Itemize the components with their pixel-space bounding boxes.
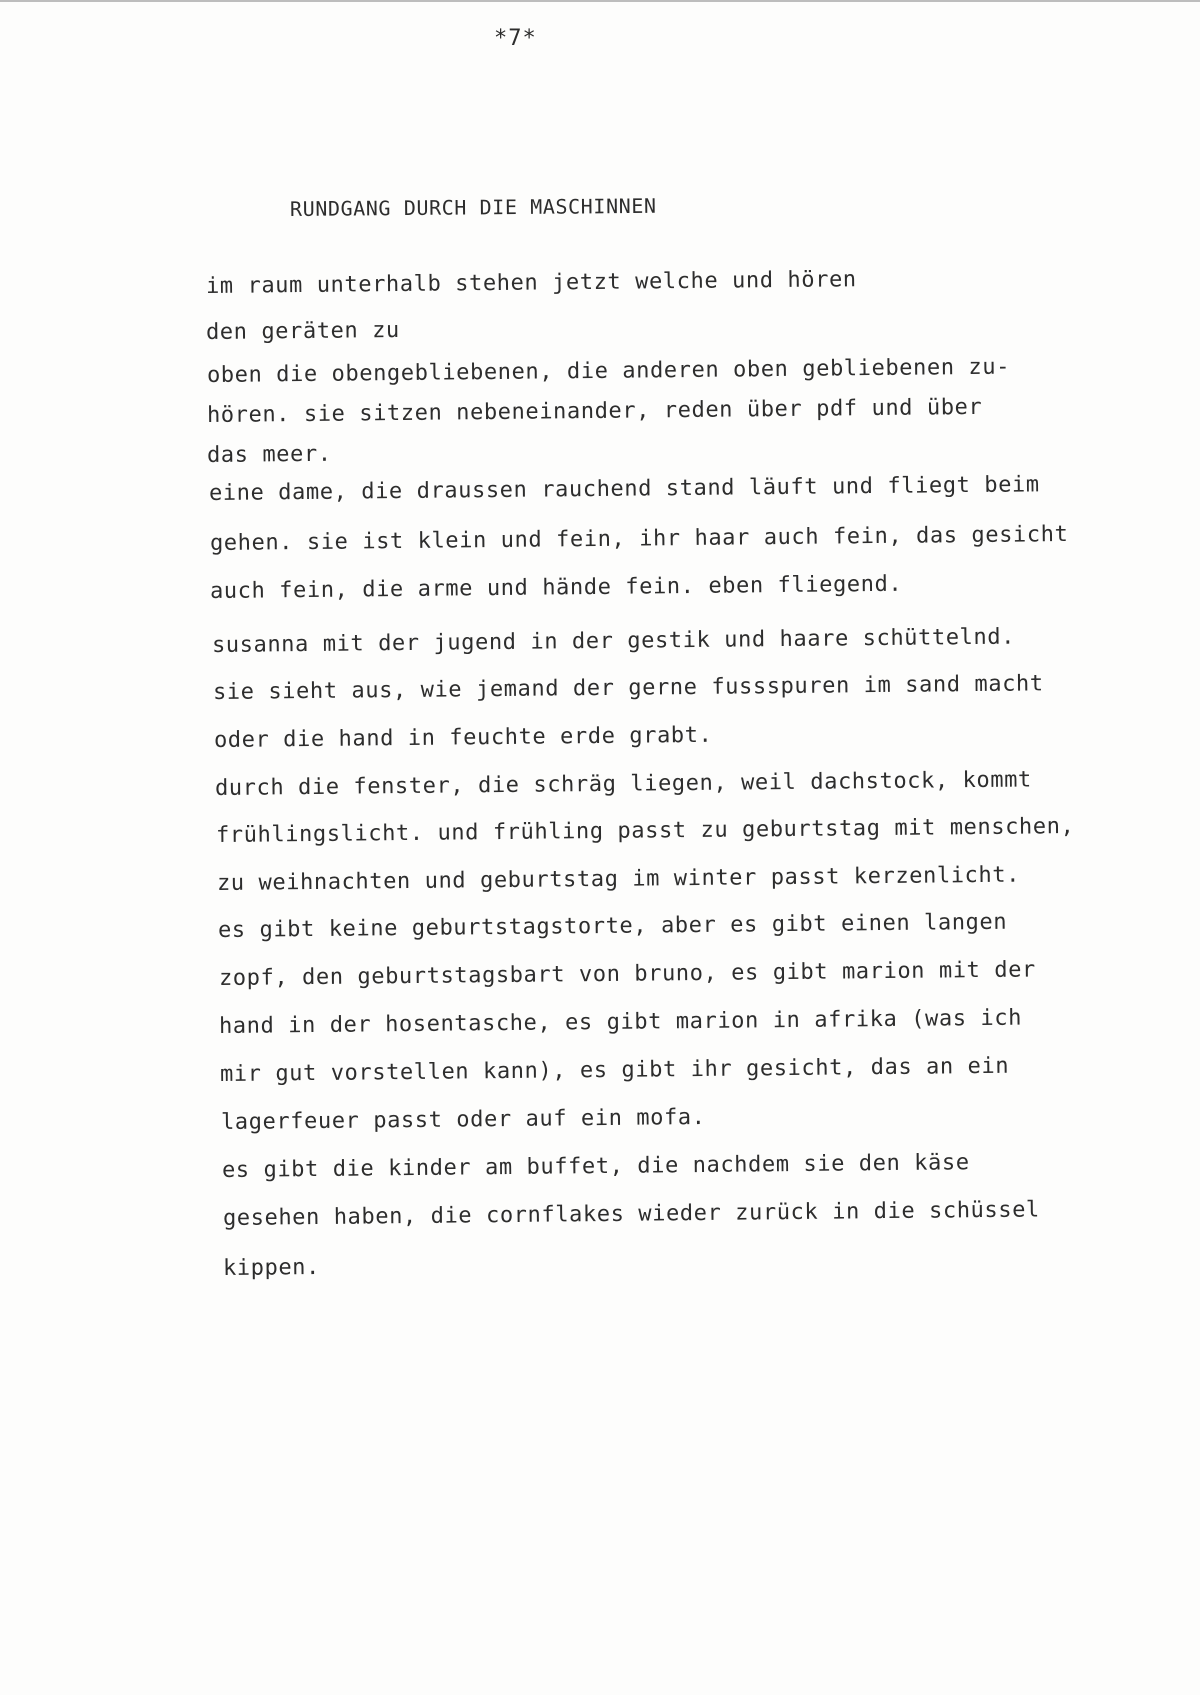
page-top-border (0, 0, 1200, 2)
text-line: das meer. (206, 441, 332, 468)
page-number: *7* (494, 26, 537, 51)
text-line: frühlingslicht. und frühling passt zu geburtstag mit menschen, (215, 814, 1075, 848)
text-line: es gibt keine geburtstagstorte, aber es gibt einen langen (217, 909, 1008, 943)
text-line: eine dame, die draussen rauchend stand läuft und fliegt beim (208, 472, 1040, 506)
text-line: gesehen haben, die cornflakes wieder zurück in die schüssel (222, 1197, 1040, 1231)
text-line: gehen. sie ist klein und fein, ihr haar auch fein, das gesicht (209, 522, 1069, 556)
text-line: den geräten zu (205, 317, 400, 345)
text-line: im raum unterhalb stehen jetzt welche und hören (205, 267, 857, 299)
text-line: kippen. (222, 1254, 321, 1281)
text-line: hand in der hosentasche, es gibt marion in afrika (was ich (218, 1005, 1023, 1039)
text-line: susanna mit der jugend in der gestik und haare schüttelnd. (211, 624, 1016, 658)
text-line: es gibt die kinder am buffet, die nachdem sie den käse (221, 1150, 970, 1183)
page-title: RUNDGANG DURCH DIE MASCHINNEN (289, 193, 657, 221)
text-line: oben die obengebliebenen, die anderen oben gebliebenen zu- (206, 354, 1011, 388)
text-line: zu weihnachten und geburtstag im winter passt kerzenlicht. (216, 862, 1021, 896)
text-line: sie sieht aus, wie jemand der gerne fussspuren im sand macht (212, 671, 1044, 705)
text-line: lagerfeuer passt oder auf ein mofa. (220, 1104, 706, 1135)
text-line: oder die hand in feuchte erde grabt. (213, 722, 713, 753)
text-line: durch die fenster, die schräg liegen, weil dachstock, kommt (214, 767, 1032, 801)
text-line: hören. sie sitzen nebeneinander, reden über pdf und über (206, 394, 983, 428)
text-line: zopf, den geburtstagsbart von bruno, es gibt marion mit der (218, 957, 1036, 991)
text-line: auch fein, die arme und hände fein. eben fliegend. (209, 571, 903, 604)
text-line: mir gut vorstellen kann), es gibt ihr gesicht, das an ein (219, 1053, 1010, 1087)
